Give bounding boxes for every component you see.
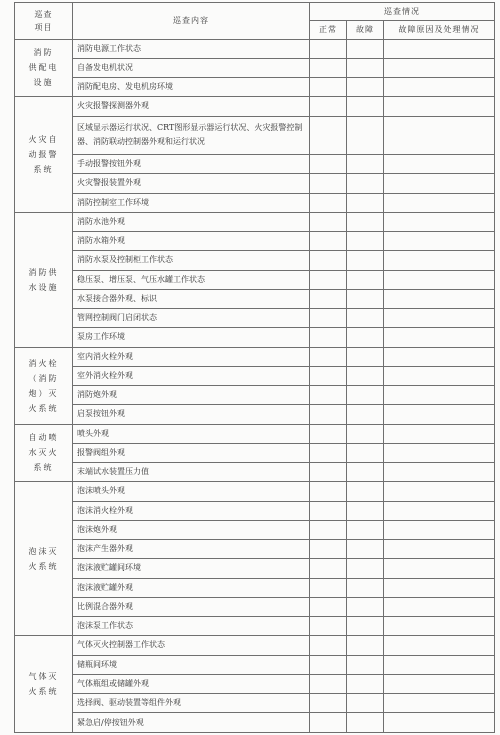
fault-cell[interactable] xyxy=(347,386,384,405)
fault-cell[interactable] xyxy=(347,482,384,501)
normal-cell[interactable] xyxy=(310,289,347,308)
fault-cause-cell[interactable] xyxy=(384,405,495,424)
fault-header: 故障 xyxy=(347,21,384,39)
inspection-item-cell: 区域显示器运行状况、CRT图形显示器运行状况、火灾报警控制器、消防联动控制器外观和运行状况 xyxy=(73,116,310,155)
fault-cause-cell[interactable] xyxy=(384,39,495,58)
table-row xyxy=(15,597,495,616)
normal-cell[interactable] xyxy=(310,482,347,501)
normal-cell[interactable] xyxy=(310,636,347,655)
inspection-item-cell: 气体灭火控制器工作状态 xyxy=(73,636,310,655)
fault-cell[interactable] xyxy=(347,193,384,212)
category-cell: 自动喷 水灭火 系统 xyxy=(15,424,73,482)
fault-cause-cell[interactable] xyxy=(384,212,495,231)
normal-cell[interactable] xyxy=(310,386,347,405)
inspection-item-cell: 管网控制阀门启闭状态 xyxy=(73,309,310,328)
table-row xyxy=(15,540,495,559)
fault-cell[interactable] xyxy=(347,174,384,193)
header-row-1 xyxy=(15,3,495,21)
normal-cell[interactable] xyxy=(310,251,347,270)
fault-cause-cell[interactable] xyxy=(384,193,495,212)
table-row xyxy=(15,58,495,77)
inspection-item-cell: 泡沫液贮罐间环境 xyxy=(73,559,310,578)
fault-cause-cell[interactable] xyxy=(384,366,495,385)
fault-cause-cell[interactable] xyxy=(384,443,495,462)
inspection-item-cell: 泡沫炮外观 xyxy=(73,520,310,539)
inspection-item-cell: 选择阀、驱动装置等组件外观 xyxy=(73,694,310,713)
table-row xyxy=(15,713,495,733)
table-row xyxy=(15,636,495,655)
fault-cell[interactable] xyxy=(347,155,384,174)
inspection-item-cell: 泡沫消火栓外观 xyxy=(73,501,310,520)
normal-cell[interactable] xyxy=(310,328,347,347)
table-row xyxy=(15,155,495,174)
fault-cause-cell[interactable] xyxy=(384,674,495,693)
normal-cell[interactable] xyxy=(310,309,347,328)
fault-cell[interactable] xyxy=(347,655,384,674)
normal-cell[interactable] xyxy=(310,655,347,674)
normal-cell[interactable] xyxy=(310,501,347,520)
fault-cause-cell[interactable] xyxy=(384,482,495,501)
table-row xyxy=(15,655,495,674)
fault-cell[interactable] xyxy=(347,212,384,231)
category-cell: 火灾自 动报警 系统 xyxy=(15,97,73,213)
normal-cell[interactable] xyxy=(310,405,347,424)
normal-header: 正常 xyxy=(310,21,347,39)
fault-cause-cell[interactable] xyxy=(384,617,495,636)
table-row xyxy=(15,424,495,443)
normal-cell[interactable] xyxy=(310,270,347,289)
category-cell: 泡沫灭 火系统 xyxy=(15,482,73,636)
normal-cell[interactable] xyxy=(310,520,347,539)
category-cell: 消防供 水设施 xyxy=(15,212,73,347)
inspection-item-cell: 泡沫喷头外观 xyxy=(73,482,310,501)
table-row xyxy=(15,674,495,693)
fault-cell[interactable] xyxy=(347,58,384,77)
normal-cell[interactable] xyxy=(310,366,347,385)
inspection-item-cell: 火灾报警探测器外观 xyxy=(73,97,310,116)
fault-cause-cell[interactable] xyxy=(384,713,495,733)
inspection-item-cell: 启泵按钮外观 xyxy=(73,405,310,424)
fault-cell[interactable] xyxy=(347,309,384,328)
fault-cell[interactable] xyxy=(347,405,384,424)
table-row xyxy=(15,617,495,636)
inspection-item-cell: 泡沫液贮罐外观 xyxy=(73,578,310,597)
fault-cause-cell[interactable] xyxy=(384,58,495,77)
inspection-item-cell: 室内消火栓外观 xyxy=(73,347,310,366)
fault-cell[interactable] xyxy=(347,97,384,116)
table-row xyxy=(15,116,495,155)
fault-cell[interactable] xyxy=(347,501,384,520)
inspection-item-cell: 水泵接合器外观、标识 xyxy=(73,289,310,308)
fault-cell[interactable] xyxy=(347,540,384,559)
fault-cause-cell[interactable] xyxy=(384,463,495,482)
fault-cell[interactable] xyxy=(347,463,384,482)
fault-cause-cell[interactable] xyxy=(384,116,495,155)
table-row xyxy=(15,366,495,385)
normal-cell[interactable] xyxy=(310,597,347,616)
table-row xyxy=(15,443,495,462)
table-row xyxy=(15,463,495,482)
fault-cause-cell[interactable] xyxy=(384,636,495,655)
inspection-item-cell: 手动报警按钮外观 xyxy=(73,155,310,174)
normal-cell[interactable] xyxy=(310,97,347,116)
table-row xyxy=(15,578,495,597)
normal-cell[interactable] xyxy=(310,713,347,733)
table-row xyxy=(15,405,495,424)
fault-cell[interactable] xyxy=(347,617,384,636)
fault-cause-cell[interactable] xyxy=(384,97,495,116)
fault-cause-cell[interactable] xyxy=(384,386,495,405)
inspection-item-cell: 室外消火栓外观 xyxy=(73,366,310,385)
table-row xyxy=(15,193,495,212)
fault-cause-cell[interactable] xyxy=(384,597,495,616)
fault-cause-header: 故障原因及处理情况 xyxy=(384,21,495,39)
fault-cause-cell[interactable] xyxy=(384,347,495,366)
fault-cause-cell[interactable] xyxy=(384,559,495,578)
inspection-item-cell: 气体瓶组或储罐外观 xyxy=(73,674,310,693)
normal-cell[interactable] xyxy=(310,193,347,212)
fault-cell[interactable] xyxy=(347,328,384,347)
project-header: 巡查 项目 xyxy=(15,3,73,40)
fault-cause-cell[interactable] xyxy=(384,78,495,97)
fault-cell[interactable] xyxy=(347,713,384,733)
normal-cell[interactable] xyxy=(310,232,347,251)
category-cell: 消火栓 （消防 炮）灭 火系统 xyxy=(15,347,73,424)
table-row xyxy=(15,328,495,347)
fault-cell[interactable] xyxy=(347,39,384,58)
inspection-item-cell: 末端试水装置压力值 xyxy=(73,463,310,482)
normal-cell[interactable] xyxy=(310,58,347,77)
inspection-item-cell: 消防电源工作状态 xyxy=(73,39,310,58)
fault-cell[interactable] xyxy=(347,443,384,462)
category-cell: 气体灭 火系统 xyxy=(15,636,73,733)
fault-cause-cell[interactable] xyxy=(384,251,495,270)
normal-cell[interactable] xyxy=(310,617,347,636)
inspection-item-cell: 消防水箱外观 xyxy=(73,232,310,251)
table-row xyxy=(15,559,495,578)
table-row xyxy=(15,39,495,58)
inspection-table xyxy=(14,2,495,733)
inspection-item-cell: 稳压泵、增压泵、气压水罐工作状态 xyxy=(73,270,310,289)
fault-cell[interactable] xyxy=(347,270,384,289)
fault-cause-cell[interactable] xyxy=(384,694,495,713)
status-group-header: 巡查情况 xyxy=(310,3,495,21)
fault-cell[interactable] xyxy=(347,289,384,308)
fault-cell[interactable] xyxy=(347,578,384,597)
fault-cell[interactable] xyxy=(347,597,384,616)
inspection-item-cell: 泡沫产生器外观 xyxy=(73,540,310,559)
fault-cause-cell[interactable] xyxy=(384,155,495,174)
table-row xyxy=(15,270,495,289)
normal-cell[interactable] xyxy=(310,463,347,482)
category-cell: 消防 供配电 设施 xyxy=(15,39,73,97)
table-row xyxy=(15,78,495,97)
table-row xyxy=(15,212,495,231)
normal-cell[interactable] xyxy=(310,39,347,58)
table-row xyxy=(15,482,495,501)
normal-cell[interactable] xyxy=(310,694,347,713)
inspection-item-cell: 消防控制室工作环境 xyxy=(73,193,310,212)
table-row xyxy=(15,174,495,193)
table-row xyxy=(15,251,495,270)
fault-cause-cell[interactable] xyxy=(384,655,495,674)
table-row xyxy=(15,97,495,116)
normal-cell[interactable] xyxy=(310,212,347,231)
inspection-item-cell: 泡沫泵工作状态 xyxy=(73,617,310,636)
fault-cause-cell[interactable] xyxy=(384,174,495,193)
normal-cell[interactable] xyxy=(310,78,347,97)
normal-cell[interactable] xyxy=(310,540,347,559)
table-row xyxy=(15,501,495,520)
table-row xyxy=(15,694,495,713)
fault-cell[interactable] xyxy=(347,251,384,270)
inspection-item-cell: 报警阀组外观 xyxy=(73,443,310,462)
inspection-item-cell: 紧急启/停按钮外观 xyxy=(73,713,310,733)
fault-cell[interactable] xyxy=(347,116,384,155)
normal-cell[interactable] xyxy=(310,174,347,193)
content-header: 巡查内容 xyxy=(73,3,310,40)
inspection-item-cell: 自备发电机状况 xyxy=(73,58,310,77)
inspection-item-cell: 喷头外观 xyxy=(73,424,310,443)
normal-cell[interactable] xyxy=(310,578,347,597)
normal-cell[interactable] xyxy=(310,155,347,174)
fault-cause-cell[interactable] xyxy=(384,424,495,443)
fault-cell[interactable] xyxy=(347,424,384,443)
fault-cell[interactable] xyxy=(347,78,384,97)
fault-cause-cell[interactable] xyxy=(384,501,495,520)
inspection-item-cell: 消防水池外观 xyxy=(73,212,310,231)
fault-cause-cell[interactable] xyxy=(384,328,495,347)
normal-cell[interactable] xyxy=(310,347,347,366)
table-row xyxy=(15,309,495,328)
fault-cause-cell[interactable] xyxy=(384,289,495,308)
normal-cell[interactable] xyxy=(310,424,347,443)
fault-cause-cell[interactable] xyxy=(384,232,495,251)
normal-cell[interactable] xyxy=(310,443,347,462)
fault-cell[interactable] xyxy=(347,232,384,251)
inspection-item-cell: 消防炮外观 xyxy=(73,386,310,405)
inspection-item-cell: 火灾警报装置外观 xyxy=(73,174,310,193)
fault-cause-cell[interactable] xyxy=(384,578,495,597)
normal-cell[interactable] xyxy=(310,674,347,693)
inspection-item-cell: 泵房工作环境 xyxy=(73,328,310,347)
normal-cell[interactable] xyxy=(310,559,347,578)
fault-cell[interactable] xyxy=(347,559,384,578)
inspection-item-cell: 储瓶间环境 xyxy=(73,655,310,674)
table-row xyxy=(15,347,495,366)
fault-cause-cell[interactable] xyxy=(384,540,495,559)
table-row xyxy=(15,289,495,308)
inspection-item-cell: 比例混合器外观 xyxy=(73,597,310,616)
inspection-item-cell: 消防配电房、发电机房环境 xyxy=(73,78,310,97)
table-row xyxy=(15,232,495,251)
fault-cell[interactable] xyxy=(347,674,384,693)
fault-cell[interactable] xyxy=(347,347,384,366)
normal-cell[interactable] xyxy=(310,116,347,155)
fault-cell[interactable] xyxy=(347,520,384,539)
fault-cause-cell[interactable] xyxy=(384,309,495,328)
inspection-item-cell: 消防水泵及控制柜工作状态 xyxy=(73,251,310,270)
fault-cell[interactable] xyxy=(347,366,384,385)
table-row xyxy=(15,520,495,539)
fault-cause-cell[interactable] xyxy=(384,270,495,289)
table-row xyxy=(15,386,495,405)
fault-cell[interactable] xyxy=(347,694,384,713)
fault-cell[interactable] xyxy=(347,636,384,655)
fault-cause-cell[interactable] xyxy=(384,520,495,539)
inspection-table-body xyxy=(15,3,495,733)
